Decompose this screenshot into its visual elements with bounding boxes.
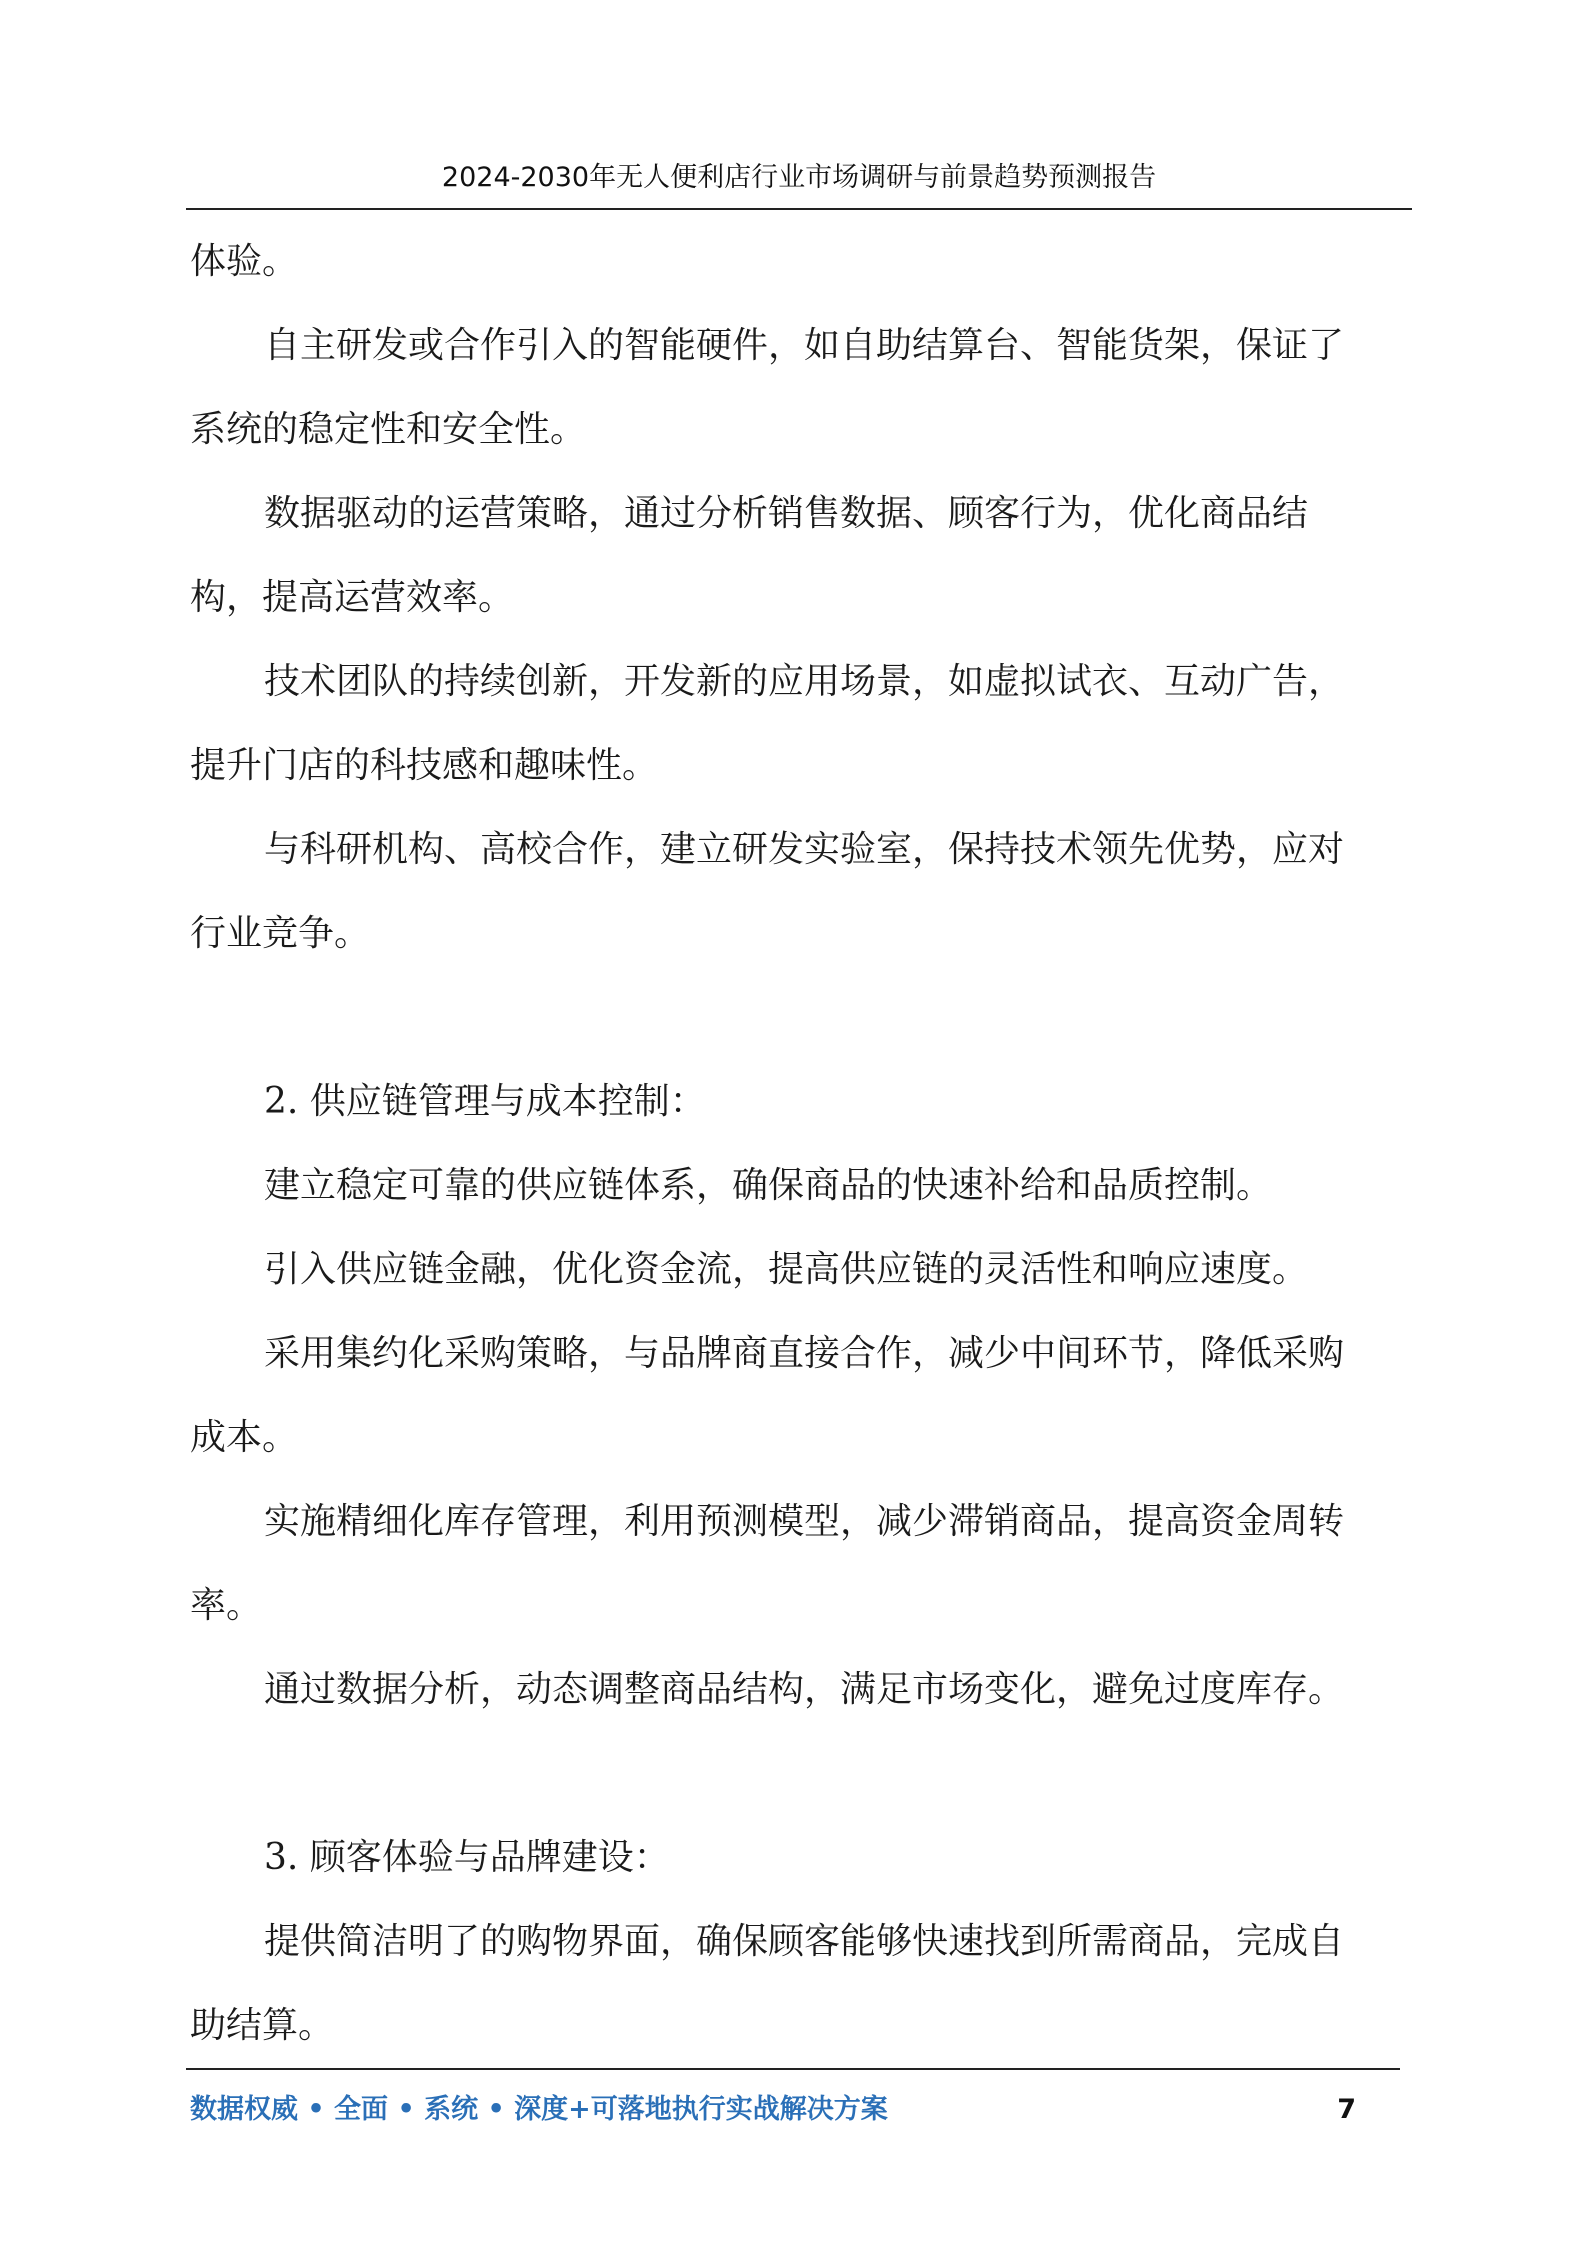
body-line: 自主研发或合作引入的智能硬件，如自助结算台、智能货架，保证了: [264, 325, 1345, 366]
footer-slogan: 数据权威 • 全面 • 系统 • 深度+可落地执行实战解决方案: [190, 2094, 888, 2125]
header-divider: [186, 208, 1412, 210]
body-line: 体验。: [190, 241, 299, 282]
paragraph-spacer: [190, 976, 1404, 1060]
body-line: 引入供应链金融，优化资金流，提高供应链的灵活性和响应速度。: [264, 1249, 1309, 1290]
paragraph-spacer: [190, 1732, 1404, 1816]
body-line: 成本。: [190, 1417, 299, 1458]
body-line: 技术团队的持续创新，开发新的应用场景，如虚拟试衣、互动广告，: [264, 661, 1345, 702]
body-line: 率。: [190, 1585, 263, 1626]
section-heading: 2. 供应链管理与成本控制：: [264, 1081, 706, 1122]
document-body: [190, 220, 1404, 2068]
body-line: 实施精细化库存管理，利用预测模型，减少滞销商品，提高资金周转: [264, 1501, 1345, 1542]
body-line: 提升门店的科技感和趣味性。: [190, 745, 659, 786]
page-number: 7: [1337, 2094, 1356, 2125]
section-heading: 3. 顾客体验与品牌建设：: [264, 1837, 670, 1878]
body-line: 构，提高运营效率。: [190, 577, 515, 618]
body-line: 与科研机构、高校合作，建立研发实验室，保持技术领先优势，应对: [264, 829, 1345, 870]
footer-divider: [186, 2068, 1400, 2070]
body-line: 建立稳定可靠的供应链体系，确保商品的快速补给和品质控制。: [264, 1165, 1273, 1206]
body-line: 提供简洁明了的购物界面，确保顾客能够快速找到所需商品，完成自: [264, 1921, 1345, 1962]
body-line: 助结算。: [190, 2005, 335, 2046]
body-line: 采用集约化采购策略，与品牌商直接合作，减少中间环节，降低采购: [264, 1333, 1345, 1374]
page-header-title: 2024-2030年无人便利店行业市场调研与前景趋势预测报告: [441, 162, 1157, 193]
body-line: 通过数据分析，动态调整商品结构，满足市场变化，避免过度库存。: [264, 1669, 1345, 1710]
body-line: 数据驱动的运营策略，通过分析销售数据、顾客行为，优化商品结: [264, 493, 1309, 534]
body-line: 行业竞争。: [190, 913, 371, 954]
body-line: 系统的稳定性和安全性。: [190, 409, 587, 450]
